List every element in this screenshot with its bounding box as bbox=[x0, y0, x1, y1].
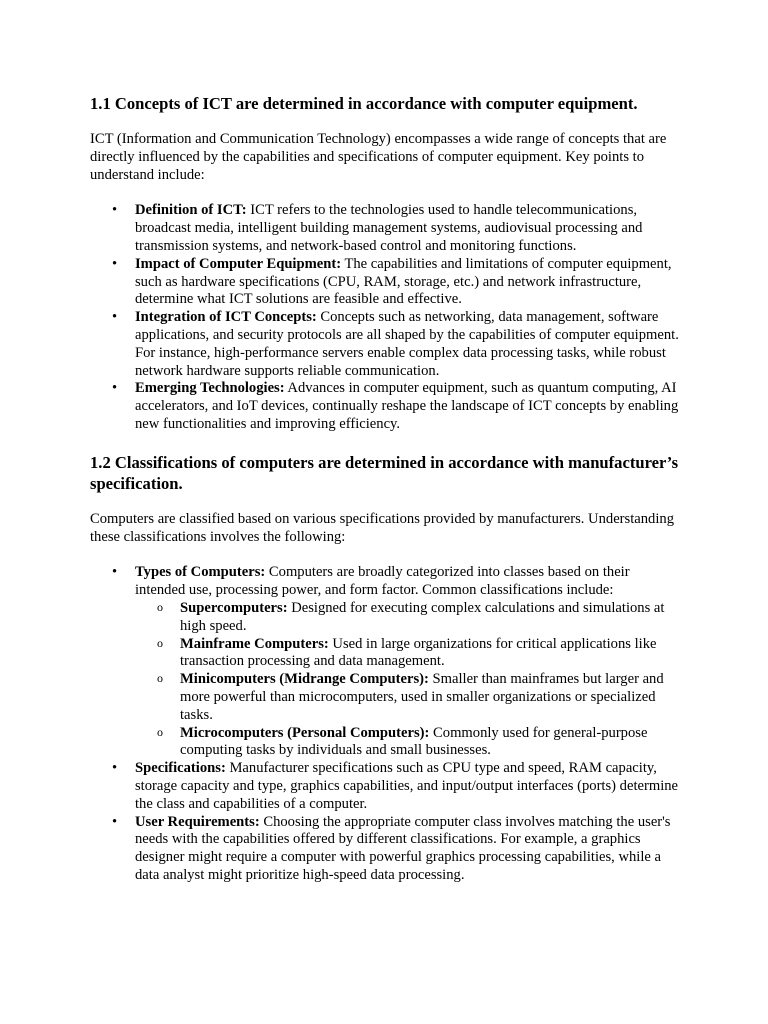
list-item bbox=[90, 309, 682, 380]
section-2-heading: 1.2 Classifications of computers are determined in accordance with manufacturer’s specification. bbox=[90, 452, 679, 493]
sub-list-item bbox=[135, 636, 682, 672]
item-text: Advances in computer equipment, such as quantum computing, AI accelerators, and IoT devices, continually reshape the landscape of ICT concepts by enabling new functionalities and improving efficiency. bbox=[135, 380, 679, 432]
item-text: Concepts such as networking, data management, software applications, and security protocols are all shaped by the capabilities of computer equipment. For instance, high-performance servers enable complex data processing tasks, while robust network hardware supports reliable communication. bbox=[135, 309, 679, 379]
item-term: User Requirements: bbox=[135, 813, 260, 830]
item-text: Choosing the appropriate computer class involves matching the user's needs with the capabilities offered by different classifications. For example, a graphics designer might require a computer with powerful graphics processing capabilities, while a data analyst might prioritize high-speed data processing. bbox=[135, 813, 671, 883]
list-item bbox=[90, 380, 682, 433]
list-item bbox=[90, 564, 682, 760]
item-text: ICT refers to the technologies used to handle telecommunications, broadcast media, intelligent building management systems, audiovisual processing and transmission systems, and network-based control and monitoring functions. bbox=[135, 202, 643, 254]
list-item bbox=[90, 760, 682, 813]
item-term: Mainframe Computers: bbox=[180, 635, 329, 652]
sub-list-item bbox=[135, 671, 682, 724]
list-item bbox=[90, 256, 682, 309]
sub-list-item bbox=[135, 725, 682, 761]
item-text: Designed for executing complex calculations and simulations at high speed. bbox=[180, 599, 665, 634]
section-1-list bbox=[90, 202, 682, 433]
sub-list bbox=[135, 600, 682, 760]
section-2-intro: Computers are classified based on various specifications provided by manufacturers. Understanding these classifications involves the following: bbox=[90, 510, 674, 545]
section-1-intro: ICT (Information and Communication Technology) encompasses a wide range of concepts that are directly influenced by the capabilities and specifications of computer equipment. Key points to understand include: bbox=[90, 131, 667, 183]
item-term: Minicomputers (Midrange Computers): bbox=[180, 671, 429, 688]
item-text: Used in large organizations for critical applications like transaction processing and data management. bbox=[180, 635, 657, 670]
item-text: Commonly used for general-purpose computing tasks by individuals and small businesses. bbox=[180, 724, 648, 759]
sub-list-item bbox=[135, 600, 682, 636]
item-term: Integration of ICT Concepts: bbox=[135, 309, 317, 326]
item-term: Types of Computers: bbox=[135, 564, 266, 581]
item-term: Impact of Computer Equipment: bbox=[135, 255, 342, 272]
section-2-list bbox=[90, 564, 682, 884]
section-1-heading: 1.1 Concepts of ICT are determined in accordance with computer equipment. bbox=[90, 94, 638, 113]
item-term: Definition of ICT: bbox=[135, 202, 247, 219]
list-item bbox=[90, 814, 682, 885]
item-term: Emerging Technologies: bbox=[135, 380, 285, 397]
item-text: Computers are broadly categorized into classes based on their intended use, processing power, and form factor. Common classifications include: bbox=[135, 564, 630, 599]
list-item bbox=[90, 202, 682, 255]
document-body bbox=[90, 93, 682, 885]
item-text: Smaller than mainframes but larger and more powerful than microcomputers, used in smaller organizations or specialized tasks. bbox=[180, 671, 664, 723]
item-text: The capabilities and limitations of computer equipment, such as hardware specifications (CPU, RAM, storage, etc.) and network infrastructure, determine what ICT solutions are feasible and effective. bbox=[135, 255, 672, 308]
item-text: Manufacturer specifications such as CPU type and speed, RAM capacity, storage capacity and type, graphics capabilities, and input/output interfaces (ports) determine the class and capabilities of a computer. bbox=[135, 760, 679, 812]
item-term: Microcomputers (Personal Computers): bbox=[180, 724, 430, 741]
item-term: Supercomputers: bbox=[180, 599, 288, 616]
item-term: Specifications: bbox=[135, 760, 226, 777]
